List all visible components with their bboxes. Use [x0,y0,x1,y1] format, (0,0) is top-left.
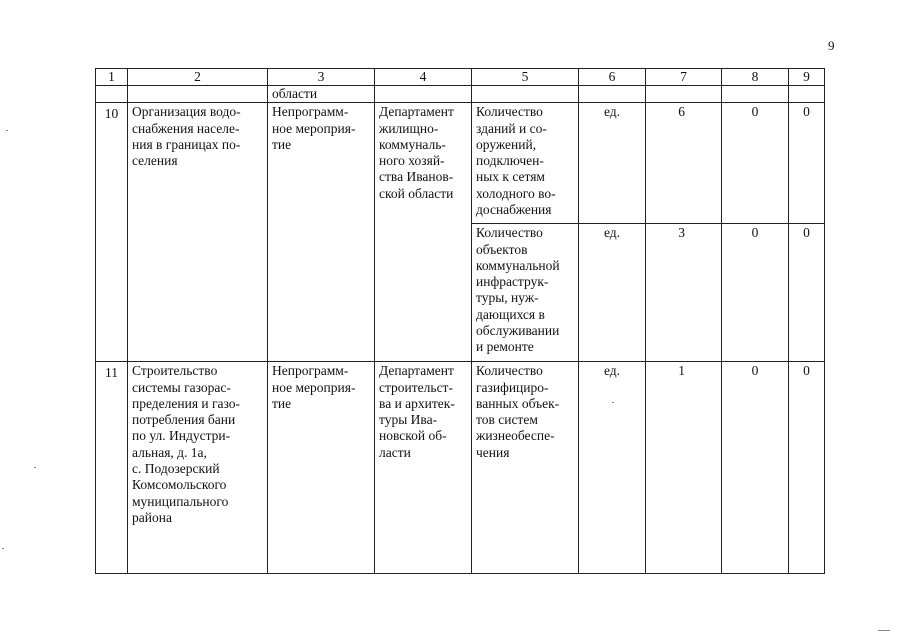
value-cell: 0 [789,362,825,574]
page-number: 9 [828,38,835,53]
value-cell: 0 [789,103,825,224]
indicator-name: Количество зданий и со- оружений, подключен- ных к сетям холодного во- доснабжения [472,103,579,224]
header-cell: 2 [128,69,268,86]
header-cell: 6 [579,69,646,86]
continuation-row [96,86,825,103]
value-cell: 1 [646,362,722,574]
type-cell: Непрограмм- ное мероприя- тие [268,362,375,574]
value-cell: 0 [722,103,789,224]
header-row [96,69,825,86]
indicator-name: Количество газифициро- ванных объек- тов систем жизнеобеспе- чения [472,362,579,574]
type-cell: Непрограмм- ное мероприя- тие [268,103,375,362]
scan-speck [612,402,614,403]
executor-cell: Департамент жилищно- коммуналь- ного хозяй- ства Иванов- ской области [375,103,472,362]
value-cell: 0 [722,224,789,362]
unit-cell: ед. [579,362,646,574]
scan-speck [2,548,4,549]
header-cell: 5 [472,69,579,86]
continuation-text: области [268,86,375,103]
scan-speck [34,467,36,468]
row-number: 10 [96,103,128,362]
indicators-table [95,68,825,574]
value-cell: 3 [646,224,722,362]
executor-cell: Департамент строительст- ва и архитек- туры Ива- новской об- ласти [375,362,472,574]
scan-speck [878,630,890,631]
value-cell: 0 [722,362,789,574]
row-number: 11 [96,362,128,574]
indicator-name: Количество объектов коммунальной инфраструк- туры, нуж- дающихся в обслуживании и ремонте [472,224,579,362]
header-cell: 3 [268,69,375,86]
activity-cell: Строительство системы газорас- пределения и газо- потребления бани по ул. Индустри- альная, д. 1а, с. Подозерский Комсомольского муниципального района [128,362,268,574]
table-row [96,103,825,224]
header-cell: 9 [789,69,825,86]
value-cell: 0 [789,224,825,362]
scan-speck [6,130,8,131]
table-row [96,362,825,574]
header-cell: 4 [375,69,472,86]
header-cell: 8 [722,69,789,86]
value-cell: 6 [646,103,722,224]
activity-cell: Организация водо- снабжения населе- ния в границах по- селения [128,103,268,362]
unit-cell: ед. [579,103,646,224]
header-cell: 7 [646,69,722,86]
unit-cell: ед. [579,224,646,362]
header-cell: 1 [96,69,128,86]
